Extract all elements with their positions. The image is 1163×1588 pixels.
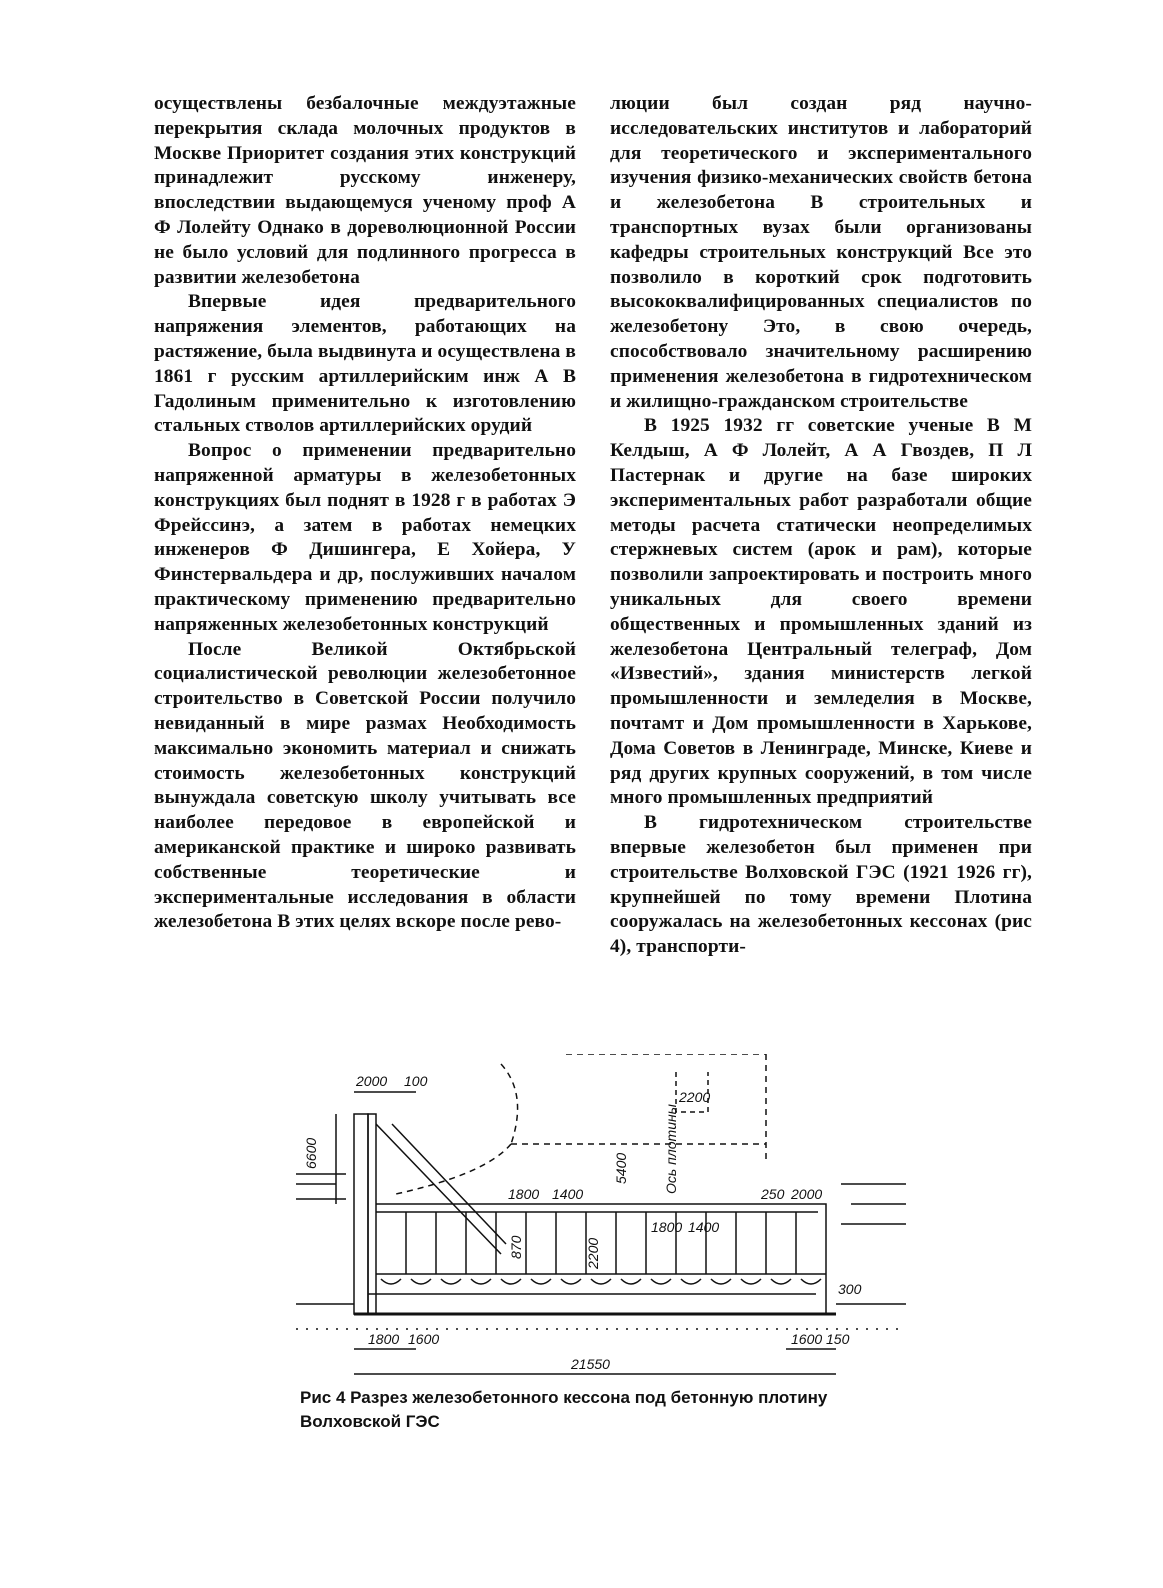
paragraph: После Великой Октябрьской социалистической революции железобетонное строительство в Советской России получило невиданный в мире размах Необходимость максимально экономить материал и снижать стоимость железобетонных конструкций вынуждала советскую школу учитывать все наиболее передовое в европейской и американской практике и широко развивать собственные теоретические и экспериментальные исследования в области железобетона В этих целях вскоре после рево- [154, 638, 576, 933]
dim-label: 2200 [679, 1089, 711, 1105]
dim-label: 1800 [368, 1331, 400, 1347]
dim-label: 5400 [613, 1152, 629, 1184]
dim-label: 21550 [571, 1356, 610, 1372]
dim-label: 1800 [508, 1186, 540, 1202]
right-text-column [610, 92, 1032, 960]
dim-label: 6600 [303, 1137, 319, 1169]
dam-curve [396, 1144, 511, 1194]
caisson-upper-outline [376, 1204, 826, 1314]
dim-label: 300 [838, 1281, 862, 1297]
figure-caption [300, 1386, 900, 1434]
dim-label: 150 [826, 1331, 850, 1347]
paragraph: Впервые идея предварительного напряжения элементов, работающих на растяжение, была выдвинута и осуществлена в 1861 г русским артиллерийским инж А В Гадолиным применительно к изготовлению стальных стволов артиллерийских орудий [154, 291, 576, 437]
diagonal-strut [376, 1124, 506, 1254]
dim-label: 2000 [791, 1186, 823, 1202]
paragraph: осуществлены безбалочные междуэтажные перекрытия склада молочных продуктов в Москве Приоритет создания этих конструкций принадлежит русскому инженеру, впоследствии выдающемуся ученому проф А Ф Лолейту Однако в дореволюционной России не было условий для подлинного прогресса в развитии железобетона [154, 93, 576, 288]
dim-label: 250 [761, 1186, 785, 1202]
caisson-left-wall-inner [368, 1114, 376, 1314]
caption-line: Волховской ГЭС [300, 1412, 440, 1431]
dim-label: 1400 [688, 1219, 720, 1235]
left-text-column [154, 92, 576, 935]
dim-label: 1400 [552, 1186, 584, 1202]
dim-label: 2000 [356, 1073, 388, 1089]
caisson-cells [376, 1212, 826, 1284]
dim-label: 100 [404, 1073, 428, 1089]
caption-line: Рис 4 Разрез железобетонного кессона под бетонную плотину [300, 1388, 828, 1407]
dam-outline-left [501, 1064, 518, 1144]
paragraph: люции был создан ряд научно-исследовательских институтов и лабораторий для теоретического и экспериментального изучения физико-механических свойств бетона и железобетона В строительных и транспортных вузах были организованы кафедры строительных конструкций Все это позволило в короткий срок подготовить высококвалифицированных специалистов по железобетону Это, в свою очередь, способствовало значительному расширению применения железобетона в гидротехническом и жилищно-гражданском строительстве [610, 93, 1032, 412]
caisson-left-wall [354, 1114, 368, 1314]
paragraph: В 1925 1932 гг советские ученые В М Келдыш, А Ф Лолейт, А А Гвоздев, П Л Пастернак и другие на базе широких экспериментальных работ разработали общие методы расчета статически неопределимых стержневых систем (арок и рам), которые позволили запроектировать и построить много уникальных для своего времени общественных и промышленных зданий из железобетона Центральный телеграф, Дом «Известий», здания министерств легкой промышленности и земледелия в Москве, почтамт и Дом промышленности в Харькове, Дома Советов в Ленинграде, Минске, Киеве и ряд других крупных сооружений, в том числе много промышленных предприятий [610, 415, 1032, 809]
caisson-section-figure [296, 1054, 906, 1394]
paragraph: Вопрос о применении предварительно напряженной арматуры в железобетонных конструкциях был поднят в 1928 г в работах Э Фрейссинэ, а затем в работах немецких инженеров Ф Дишингера, Е Хойера, У Финстервальдера и др, послуживших началом практическому применению предварительно напряженных железобетонных конструкций [154, 440, 576, 635]
dim-label: 2200 [585, 1237, 601, 1269]
axis-label: Ось плотины [663, 1104, 679, 1194]
dim-label: 1600 [408, 1331, 440, 1347]
dim-label: 870 [508, 1235, 524, 1259]
dim-label: 1800 [651, 1219, 683, 1235]
paragraph: В гидротехническом строительстве впервые железобетон был применен при строительстве Волховской ГЭС (1921 1926 гг), крупнейшей по тому времени Плотина сооружалась на железобетонных кессонах (рис 4), транспорти- [610, 812, 1032, 958]
caisson-drawing [296, 1054, 906, 1394]
dim-label: 1600 [791, 1331, 823, 1347]
